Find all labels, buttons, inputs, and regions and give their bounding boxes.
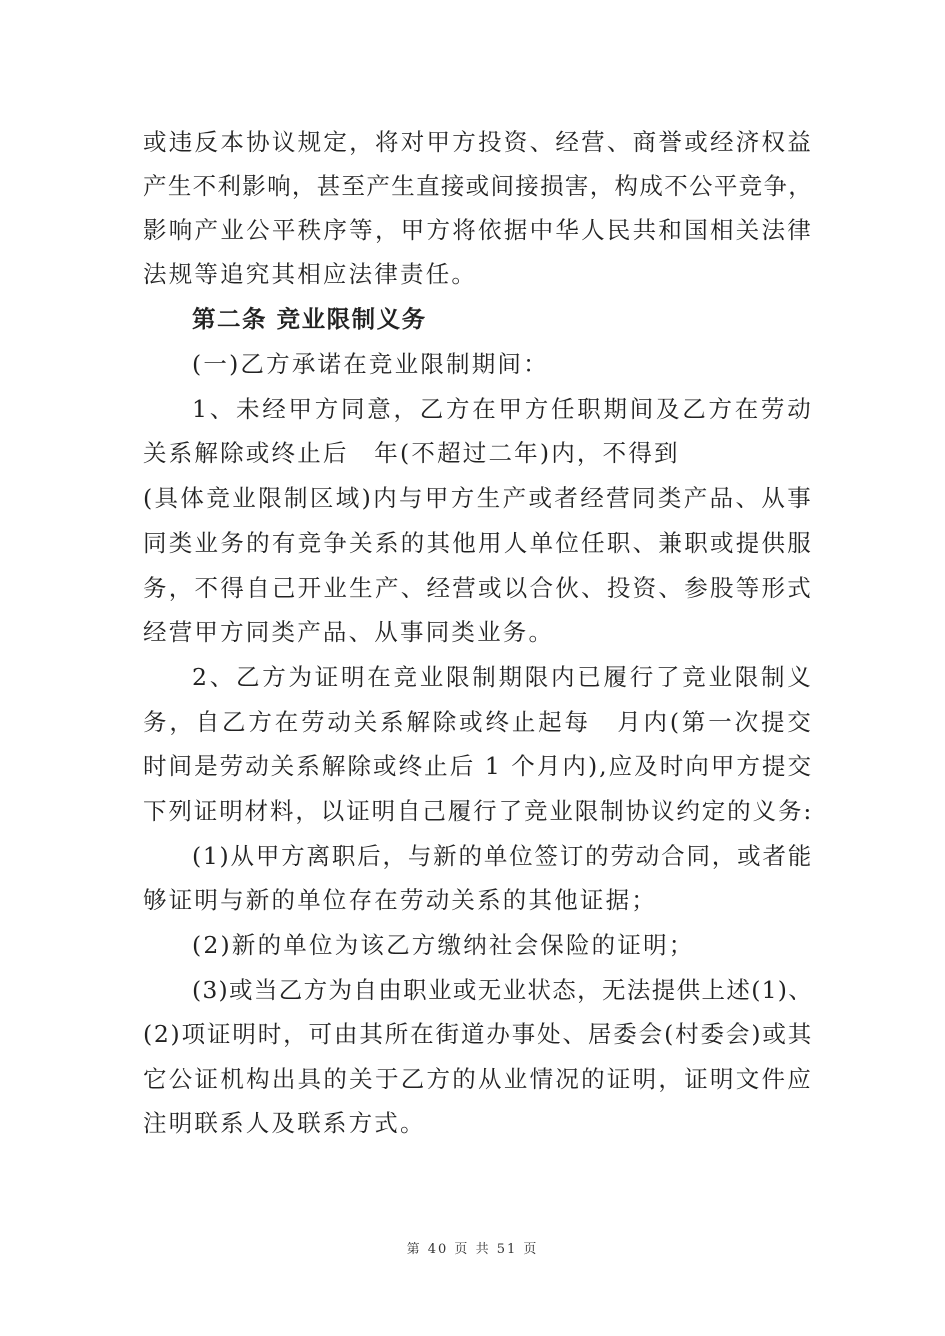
paragraph-line: (3)或当乙方为自由职业或无业状态，无法提供上述(1)、: [192, 976, 813, 1004]
paragraph-line: 产生不利影响，甚至产生直接或间接损害，构成不公平竞争，: [143, 172, 813, 200]
paragraph-line: 影响产业公平秩序等，甲方将依据中华人民共和国相关法律: [143, 216, 813, 244]
paragraph-line: 够证明与新的单位存在劳动关系的其他证据；: [143, 886, 657, 914]
paragraph-line: 或违反本协议规定，将对甲方投资、经营、商誉或经济权益: [143, 128, 813, 156]
paragraph-line: (2)项证明时，可由其所在街道办事处、居委会(村委会)或其: [143, 1020, 813, 1048]
paragraph-line: 关系解除或终止后 年(不超过二年)内，不得到: [143, 439, 680, 467]
paragraph-line: 经营甲方同类产品、从事同类业务。: [143, 618, 555, 646]
paragraph-line: 务，不得自己开业生产、经营或以合伙、投资、参股等形式: [143, 574, 813, 602]
paragraph-line: 法规等追究其相应法律责任。: [143, 260, 478, 288]
paragraph-line: (1)从甲方离职后，与新的单位签订的劳动合同，或者能: [192, 842, 813, 870]
page-number-footer: 第 40 页 共 51 页: [406, 1242, 539, 1257]
paragraph-line: 下列证明材料，以证明自己履行了竞业限制协议约定的义务:: [143, 797, 813, 825]
paragraph-line: 同类业务的有竞争关系的其他用人单位任职、兼职或提供服: [143, 529, 813, 557]
paragraph-line: 1、未经甲方同意，乙方在甲方任职期间及乙方在劳动: [192, 395, 813, 423]
paragraph-line: (一)乙方承诺在竞业限制期间：: [192, 350, 549, 378]
paragraph-line: (具体竞业限制区域)内与甲方生产或者经营同类产品、从事: [143, 484, 813, 512]
paragraph-line: 它公证机构出具的关于乙方的从业情况的证明，证明文件应: [143, 1065, 813, 1093]
paragraph-line: 时间是劳动关系解除或终止后 1 个月内),应及时向甲方提交: [143, 752, 813, 780]
paragraph-line: 2、乙方为证明在竞业限制期限内已履行了竞业限制义: [192, 663, 813, 691]
paragraph-line: (2)新的单位为该乙方缴纳社会保险的证明；: [192, 931, 695, 959]
paragraph-line: 注明联系人及联系方式。: [143, 1109, 426, 1137]
section-heading: 第二条 竞业限制义务: [192, 305, 427, 333]
paragraph-line: 务，自乙方在劳动关系解除或终止起每 月内(第一次提交: [143, 708, 813, 736]
